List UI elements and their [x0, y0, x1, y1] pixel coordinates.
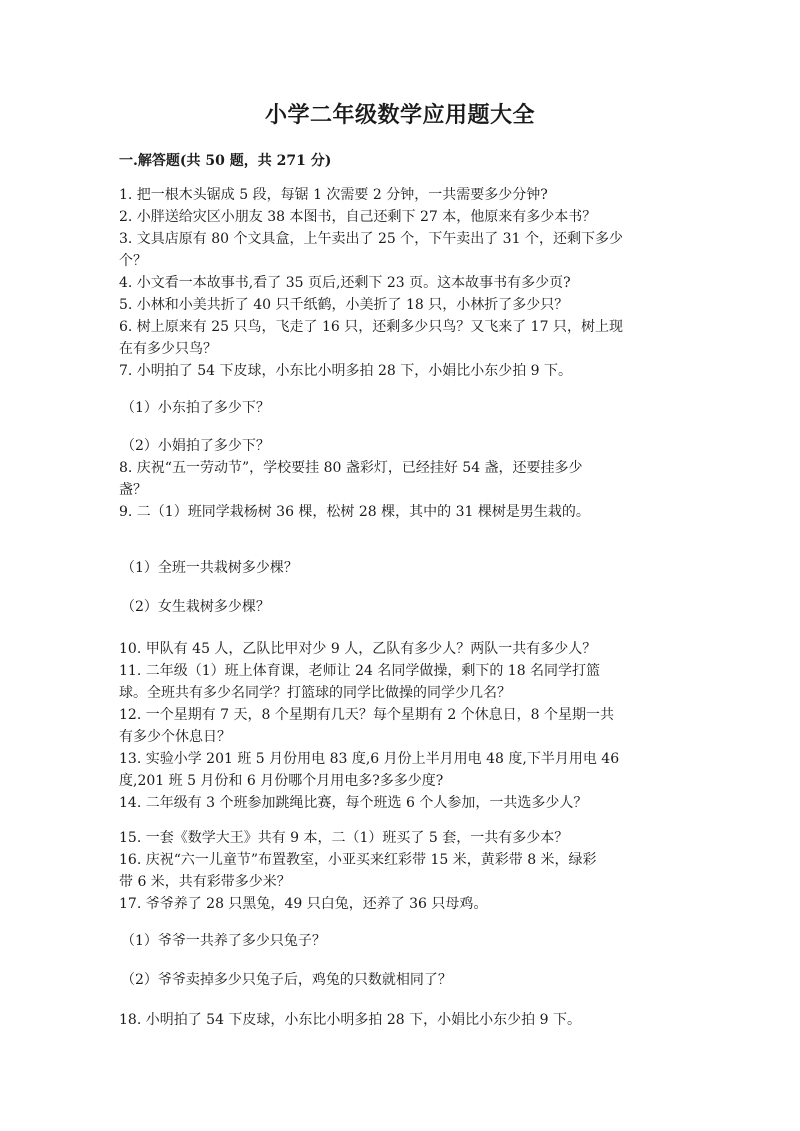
- text-line: 11. 二年级（1）班上体育课，老师让 24 名同学做操，剩下的 18 名同学打篮: [119, 663, 601, 679]
- text-line: 9. 二（1）班同学栽杨树 36 棵，松树 28 棵，其中的 31 棵树是男生栽的。: [119, 504, 590, 520]
- text-line: 2. 小胖送给灾区小朋友 38 本图书，自己还剩下 27 本，他原来有多少本书？: [119, 209, 597, 225]
- subquestion-line: （1）小东拍了多少下？: [121, 400, 270, 416]
- text-line: 盏？: [119, 482, 147, 498]
- text-line: 度,201 班 5 月份和 6 月份哪个月用电多?多多少度?: [119, 773, 444, 789]
- text-line: 在有多少只鸟？: [119, 341, 217, 357]
- subquestion-line: （2）小娟拍了多少下？: [121, 438, 270, 454]
- text-line: 14. 二年级有 3 个班参加跳绳比赛，每个班选 6 个人参加，一共选多少人？: [119, 795, 588, 811]
- text-line: 17. 爷爷养了 28 只黑兔，49 只白兔，还养了 36 只母鸡。: [119, 896, 488, 912]
- subquestion-line: （1）全班一共栽树多少棵？: [121, 560, 298, 576]
- text-line: 6. 树上原来有 25 只鸟，飞走了 16 只，还剩多少只鸟？又飞来了 17 只，树上现: [119, 319, 623, 335]
- text-line: 16. 庆祝“六一儿童节”布置教室，小亚买来红彩带 15 米，黄彩带 8 米，绿彩: [119, 852, 597, 868]
- subquestion-line: （1）爷爷一共养了多少只兔子？: [121, 933, 326, 949]
- text-line: 4. 小文看一本故事书,看了 35 页后,还剩下 23 页。这本故事书有多少页?: [119, 275, 571, 291]
- subquestion-line: （2）爷爷卖掉多少只兔子后，鸡兔的只数就相同了？: [121, 972, 452, 988]
- text-line: 5. 小林和小美共折了 40 只千纸鹤，小美折了 18 只，小林折了多少只？: [119, 297, 569, 313]
- text-line: 8. 庆祝“五一劳动节”，学校要挂 80 盏彩灯，已经挂好 54 盏，还要挂多少: [119, 460, 583, 476]
- text-line: 15. 一套《数学大王》共有 9 本，二（1）班买了 5 套，一共有多少本？: [119, 830, 569, 846]
- text-line: 1. 把一根木头锯成 5 段，每锯 1 次需要 2 分钟，一共需要多少分钟?: [119, 187, 548, 203]
- text-line: 7. 小明拍了 54 下皮球，小东比小明多拍 28 下，小娟比小东少拍 9 下。: [119, 363, 573, 379]
- text-line: 12. 一个星期有 7 天，8 个星期有几天？每个星期有 2 个休息日，8 个星期一共: [119, 707, 615, 723]
- page-title: 小学二年级数学应用题大全: [264, 102, 535, 128]
- text-line: 18. 小明拍了 54 下皮球，小东比小明多拍 28 下，小娟比小东少拍 9 下。: [119, 1012, 581, 1028]
- text-line: 有多少个休息日？: [119, 729, 231, 745]
- text-line: 球。全班共有多少名同学？打篮球的同学比做操的同学少几名？: [119, 685, 511, 701]
- text-line: 13. 实验小学 201 班 5 月份用电 83 度,6 月份上半月用电 48 度,下半月用电 46: [119, 751, 620, 767]
- text-line: 10. 甲队有 45 人，乙队比甲对少 9 人，乙队有多少人？两队一共有多少人？: [119, 641, 597, 657]
- subquestion-line: （2）女生栽树多少棵？: [121, 599, 270, 615]
- text-line: 个？: [119, 253, 147, 269]
- text-line: 带 6 米，共有彩带多少米？: [119, 874, 291, 890]
- text-line: 3. 文具店原有 80 个文具盒，上午卖出了 25 个，下午卖出了 31 个，还剩下多少: [119, 231, 623, 247]
- section-heading: 一.解答题(共 50 题，共 271 分): [119, 153, 332, 169]
